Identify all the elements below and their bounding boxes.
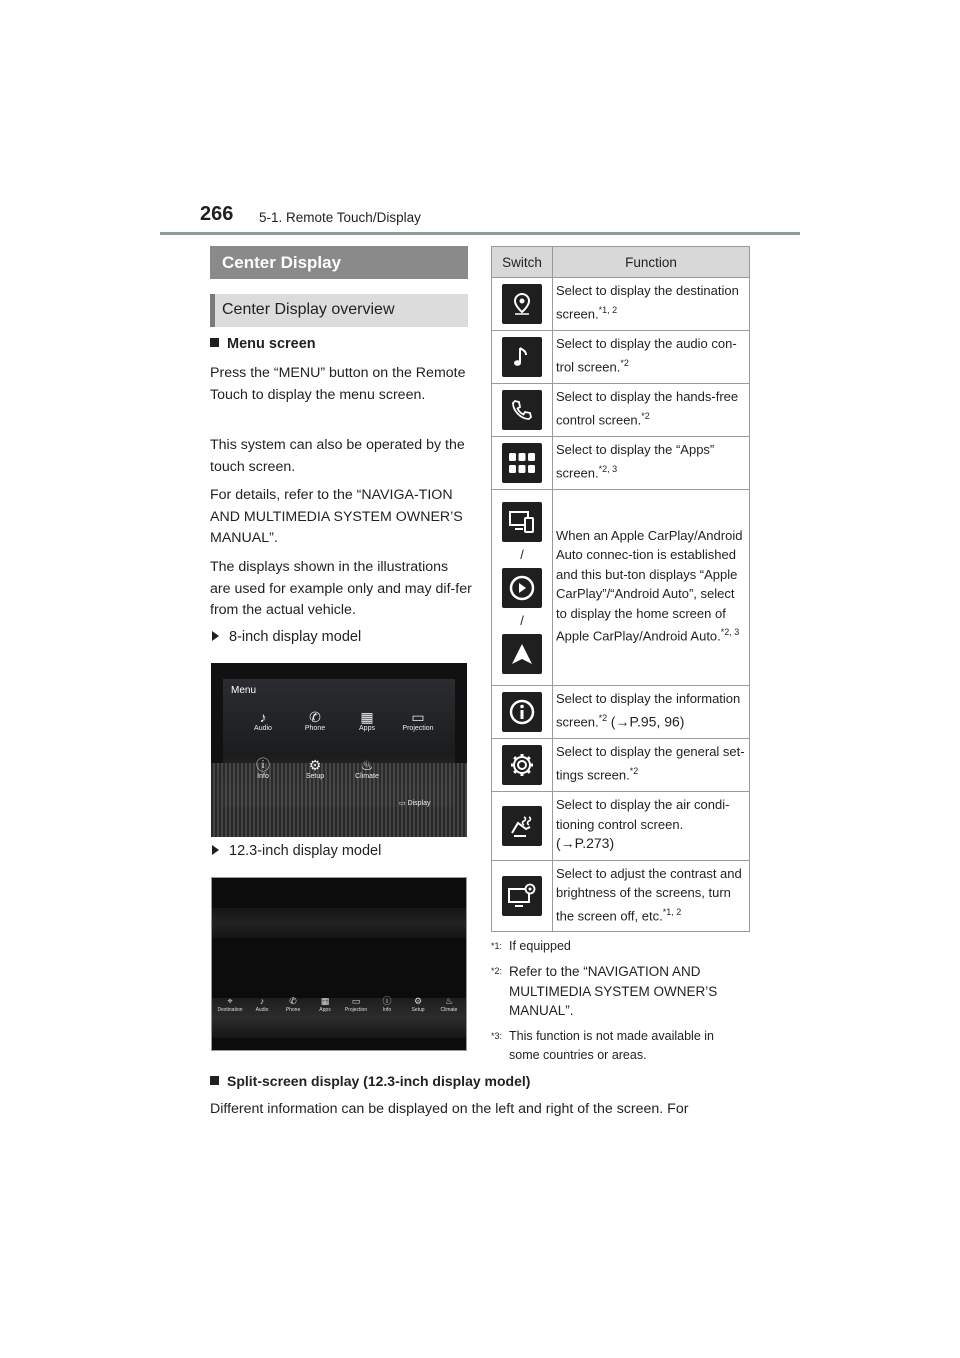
model-8-label (212, 629, 361, 645)
screen-12-inch-image (211, 877, 467, 1051)
display-settings-icon (502, 876, 542, 916)
screen-12-item-label: Apps (319, 1007, 331, 1013)
carplay-icon (502, 568, 542, 608)
screen-12-audio (248, 996, 276, 1013)
triangle-bullet-icon (212, 631, 219, 641)
function-text: Select to display the audio con-trol screen. (556, 336, 737, 374)
table-row (492, 278, 750, 331)
slash-separator: / (520, 612, 524, 628)
info-icon (502, 692, 542, 732)
phone-icon (502, 390, 542, 430)
screen-12-setup (404, 996, 432, 1013)
screen-12-projection (342, 996, 370, 1013)
climate-seat-icon: ♨ (444, 996, 454, 1006)
footnote-mark: *1: (491, 941, 503, 951)
table-row (492, 792, 750, 861)
screen-8-item-label: Apps (359, 725, 375, 732)
screen-8-item-label: Projection (402, 725, 434, 732)
function-text: Select to display the information screen. (556, 691, 741, 729)
function-text: When an Apple CarPlay/Android Auto connec-tion is established and this but-ton displays “Apple CarPlay”/“Android Auto”, select to display the home screen of Apple CarPlay/Android Auto. (556, 527, 743, 644)
screen-8-display-label: Display (407, 800, 431, 807)
footnote-ref: *2, 3 (720, 627, 740, 638)
music-note-icon: ♪ (259, 709, 267, 725)
function-text: Select to display the air condi-tioning control screen. (556, 797, 730, 832)
map-pin-icon: ⌖ (227, 996, 233, 1006)
page-number: 266 (200, 203, 234, 225)
split-screen-heading (210, 1073, 530, 1089)
square-bullet-icon (210, 338, 219, 347)
paragraph: The displays shown in the illustrations are used for example only and may dif-fer from the actual vehicle. (210, 559, 472, 618)
split-screen-text: Different information can be displayed on the left and right of the screen. For (210, 1101, 689, 1117)
footnote-ref: *2 (629, 765, 639, 776)
function-cell (553, 437, 750, 490)
screen-12-item-label: Info (382, 1007, 392, 1013)
screen-8-item-label: Climate (355, 773, 379, 780)
music-note-icon: ♪ (259, 996, 265, 1006)
map-pin-icon (502, 284, 542, 324)
footnote-text: If equipped (509, 939, 571, 953)
screen-8-title: Menu (231, 685, 257, 696)
table-row (492, 490, 750, 686)
footnote (491, 937, 736, 956)
info-icon: ⓘ (256, 757, 270, 773)
function-cell (553, 739, 750, 792)
screen-8-projection (393, 709, 443, 732)
screen-12-apps (311, 996, 339, 1013)
table-row (492, 331, 750, 384)
switch-function-table (491, 246, 750, 932)
climate-seat-icon (502, 806, 542, 846)
function-text: Select to display the general set-tings screen. (556, 744, 745, 782)
switch-cell (492, 686, 553, 739)
climate-seat-icon: ♨ (360, 757, 374, 773)
footnote-ref: *1, 2 (598, 304, 618, 315)
gear-icon: ⚙ (413, 996, 423, 1006)
music-note-icon (502, 337, 542, 377)
table-header-row (492, 247, 750, 278)
projection-icon (502, 502, 542, 542)
switch-cell (492, 792, 553, 861)
apps-grid-icon: ▦ (320, 996, 330, 1006)
apps-grid-icon (502, 443, 542, 483)
function-text: Select to display the destination screen. (556, 283, 739, 321)
switch-cell (492, 278, 553, 331)
paragraph: This system can also be operated by the touch screen. (210, 437, 465, 475)
footnote-ref: *2 (598, 712, 608, 723)
triangle-bullet-icon (212, 845, 219, 855)
slash-separator: / (520, 546, 524, 562)
page-reference: (→P.95, 96) (610, 712, 685, 729)
screen-8-item-label: Info (257, 773, 269, 780)
function-text: Select to adjust the contrast and brightness of the screens, turn the screen off, etc. (556, 865, 742, 923)
switch-cell (492, 437, 553, 490)
footnote-text: This function is not made available in some countries or areas. (509, 1029, 714, 1062)
model-12-label (212, 843, 381, 859)
screen-8-climate (342, 757, 392, 780)
heading-center-display: Center Display (210, 246, 468, 279)
screen-12-info (373, 996, 401, 1013)
paragraph: Press the “MENU” button on the Remote Touch to display the menu screen. (210, 365, 466, 403)
section-title: 5-1. Remote Touch/Display (259, 210, 421, 225)
phone-icon: ✆ (289, 996, 297, 1006)
model-8-text: 8-inch display model (229, 629, 362, 645)
screen-8-inch-image (211, 663, 467, 837)
info-icon: ⓘ (382, 996, 392, 1006)
table-row (492, 686, 750, 739)
table-row (492, 860, 750, 932)
screen-12-band (212, 908, 466, 938)
paragraph: For details, refer to the “NAVIGA-TION AND MULTIMEDIA SYSTEM OWNER’S MANUAL”. (210, 487, 463, 546)
heading-center-display-overview: Center Display overview (210, 294, 468, 327)
screen-8-apps (342, 709, 392, 732)
apps-grid-icon: ▦ (360, 709, 374, 725)
switch-cell (492, 490, 553, 686)
table-row (492, 739, 750, 792)
screen-12-item-label: Climate (440, 1007, 458, 1013)
table-row (492, 384, 750, 437)
screen-8-item-label: Setup (305, 773, 325, 780)
screen-8-item-label: Audio (254, 725, 272, 732)
screen-8-display (399, 799, 431, 807)
function-cell (553, 490, 750, 686)
footnote-mark: *3: (491, 1031, 503, 1041)
projection-icon: ▭ (351, 996, 361, 1006)
footnote-ref: *2 (641, 410, 650, 421)
footnote-ref: *2 (620, 357, 629, 368)
footnote-mark: *2: (491, 966, 503, 976)
gear-icon (502, 745, 542, 785)
footnote-text: Refer to the “NAVIGATION AND MULTIMEDIA SYSTEM OWNER’S MANUAL”. (509, 964, 718, 1018)
screen-8-audio (238, 709, 288, 732)
screen-12-item-label: Setup (411, 1007, 425, 1013)
table-row (492, 437, 750, 490)
switch-cell (492, 384, 553, 437)
screen-12-climate (435, 996, 463, 1013)
function-cell (553, 384, 750, 437)
phone-icon: ✆ (309, 709, 321, 725)
header-function: Function (553, 247, 750, 278)
footnote-ref: *1, 2 (662, 906, 682, 917)
function-cell (553, 331, 750, 384)
model-12-text: 12.3-inch display model (229, 843, 382, 859)
screen-12-item-label: Destination (217, 1007, 243, 1013)
page-reference: (→P.273) (556, 835, 615, 851)
header-switch: Switch (492, 247, 553, 278)
function-text: Select to display the “Apps” screen. (556, 442, 715, 480)
menu-screen-heading (210, 336, 316, 352)
switch-cell (492, 739, 553, 792)
screen-12-item-label: Phone (285, 1007, 301, 1013)
projection-icon: ▭ (411, 709, 425, 725)
square-bullet-icon (210, 1076, 219, 1085)
screen-8-setup (290, 757, 340, 780)
function-cell (553, 792, 750, 861)
footnote (491, 1027, 736, 1065)
gear-icon: ⚙ (308, 757, 322, 773)
screen-12-item-label: Projection (344, 1007, 368, 1013)
split-screen-heading-text: Split-screen display (12.3-inch display model) (227, 1073, 531, 1089)
switch-cell (492, 331, 553, 384)
switch-cell (492, 860, 553, 932)
menu-screen-heading-text: Menu screen (227, 336, 316, 352)
header-rule (160, 232, 800, 235)
screen-12-destination (216, 996, 244, 1013)
screen-12-item-label: Audio (255, 1007, 269, 1013)
function-cell (553, 860, 750, 932)
android-auto-icon (502, 634, 542, 674)
function-text: Select to display the hands-free control screen. (556, 389, 739, 427)
footnote (491, 962, 736, 1021)
function-cell (553, 278, 750, 331)
function-cell (553, 686, 750, 739)
display-icon: ▭ (399, 800, 408, 807)
screen-8-item-label: Phone (304, 725, 326, 732)
screen-8-info (238, 757, 288, 780)
screen-8-phone (290, 709, 340, 732)
screen-12-phone (279, 996, 307, 1013)
footnote-ref: *2, 3 (598, 463, 618, 474)
